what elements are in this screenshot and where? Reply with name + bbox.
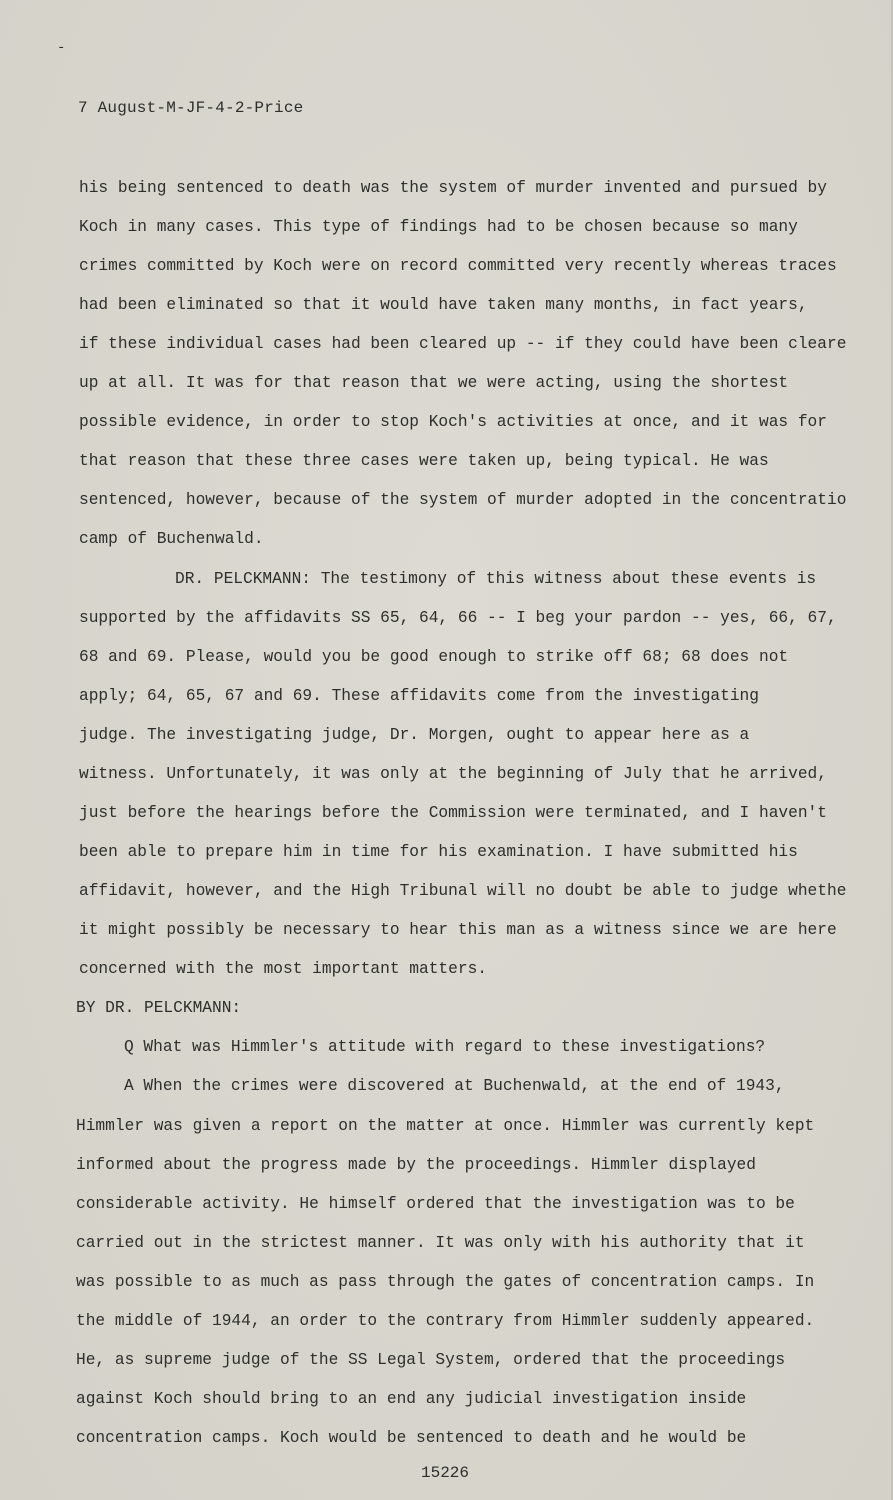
text-line: possible evidence, in order to stop Koch's activities at once, and it was for bbox=[79, 413, 827, 431]
text-line: had been eliminated so that it would have taken many months, in fact years, bbox=[79, 296, 808, 314]
text-line: concerned with the most important matters. bbox=[79, 960, 487, 978]
text-line: up at all. It was for that reason that we were acting, using the shortest bbox=[79, 374, 789, 392]
text-line: Himmler was given a report on the matter at once. Himmler was currently kept bbox=[76, 1117, 815, 1135]
page-reference-header: 7 August-M-JF-4-2-Price bbox=[78, 99, 304, 117]
text-line: it might possibly be necessary to hear this man as a witness since we are here bbox=[79, 921, 837, 939]
text-line: if these individual cases had been cleared up -- if they could have been cleare bbox=[79, 335, 847, 353]
text-line: camp of Buchenwald. bbox=[79, 530, 264, 548]
text-line: BY DR. PELCKMANN: bbox=[76, 999, 242, 1017]
text-line: witness. Unfortunately, it was only at the beginning of July that he arrived, bbox=[79, 765, 827, 783]
text-line: Q What was Himmler's attitude with regard to these investigations? bbox=[124, 1038, 766, 1056]
text-line: the middle of 1944, an order to the contrary from Himmler suddenly appeared. bbox=[76, 1312, 815, 1330]
text-line: judge. The investigating judge, Dr. Morgen, ought to appear here as a bbox=[79, 726, 750, 744]
margin-mark: - bbox=[57, 40, 66, 56]
text-line: informed about the progress made by the proceedings. Himmler displayed bbox=[76, 1156, 756, 1174]
text-line: just before the hearings before the Commission were terminated, and I haven't bbox=[79, 804, 827, 822]
text-line: supported by the affidavits SS 65, 64, 66 -- I beg your pardon -- yes, 66, 67, bbox=[79, 609, 837, 627]
text-line: DR. PELCKMANN: The testimony of this witness about these events is bbox=[175, 570, 817, 588]
text-line: A When the crimes were discovered at Buchenwald, at the end of 1943, bbox=[124, 1077, 785, 1095]
page-number: 15226 bbox=[421, 1464, 470, 1482]
text-line: He, as supreme judge of the SS Legal System, ordered that the proceedings bbox=[76, 1351, 786, 1369]
text-line: carried out in the strictest manner. It was only with his authority that it bbox=[76, 1234, 805, 1252]
text-line: that reason that these three cases were taken up, being typical. He was bbox=[79, 452, 769, 470]
text-line: affidavit, however, and the High Tribunal will no doubt be able to judge whethe bbox=[79, 882, 847, 900]
text-line: apply; 64, 65, 67 and 69. These affidavits come from the investigating bbox=[79, 687, 759, 705]
text-line: Koch in many cases. This type of findings had to be chosen because so many bbox=[79, 218, 798, 236]
text-line: his being sentenced to death was the system of murder invented and pursued by bbox=[79, 179, 827, 197]
text-line: was possible to as much as pass through the gates of concentration camps. In bbox=[76, 1273, 815, 1291]
text-line: concentration camps. Koch would be sentenced to death and he would be bbox=[76, 1429, 747, 1447]
text-line: sentenced, however, because of the system of murder adopted in the concentratio bbox=[79, 491, 847, 509]
text-line: against Koch should bring to an end any judicial investigation inside bbox=[76, 1390, 747, 1408]
text-line: 68 and 69. Please, would you be good enough to strike off 68; 68 does not bbox=[79, 648, 789, 666]
text-line: been able to prepare him in time for his examination. I have submitted his bbox=[79, 843, 798, 861]
text-line: crimes committed by Koch were on record committed very recently whereas traces bbox=[79, 257, 837, 275]
text-line: considerable activity. He himself ordered that the investigation was to be bbox=[76, 1195, 795, 1213]
